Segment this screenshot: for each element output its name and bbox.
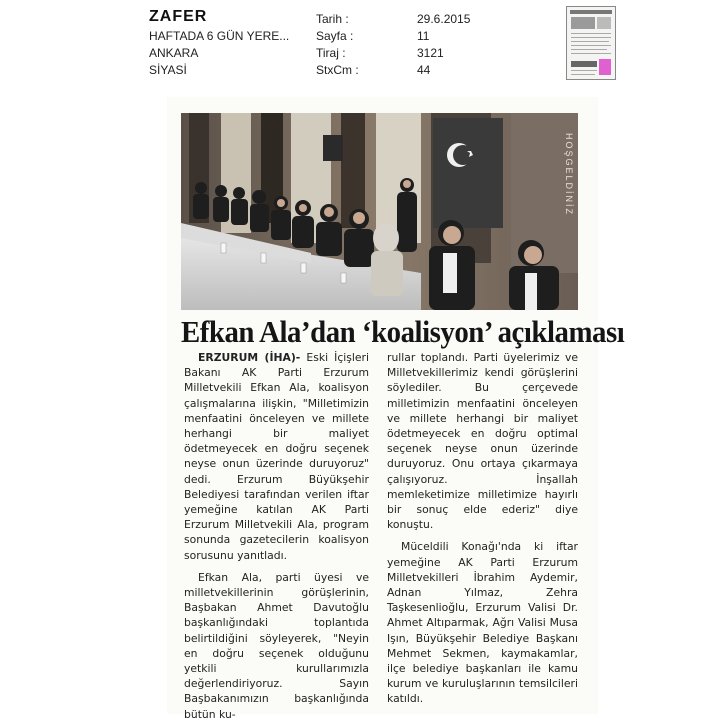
stxcm-label: StxCm : xyxy=(316,63,359,77)
page-label: Sayfa : xyxy=(316,29,354,43)
article-headline: Efkan Ala’dan ‘koalisyon’ açıklaması xyxy=(181,314,625,349)
circulation-label: Tiraj : xyxy=(316,46,346,60)
frequency-label: HAFTADA 6 GÜN YERE... xyxy=(149,29,290,43)
article-dateline: ERZURUM (İHA)- xyxy=(198,351,301,364)
publication-name: ZAFER xyxy=(149,8,208,25)
stxcm-value: 44 xyxy=(417,63,431,77)
article-paragraph: Efkan Ala, parti üyesi ve milletvekillerinin görüşlerinin, Başbakan Ahmet Davutoğlu başkanlığındaki toplantıda belirtildiğini söyleyerek, "Neyin en doğru seçenek olduğunu yetkili kurullarımızla değerlendiriyoruz. Sayın Başbakanımızın başkanlığında bütün ku- xyxy=(184,570,369,721)
circulation-value: 3121 xyxy=(417,46,444,60)
page-value: 11 xyxy=(417,29,430,43)
article-column-right xyxy=(387,350,578,707)
article-photo xyxy=(181,113,578,310)
article-paragraph: rullar toplandı. Parti üyelerimiz ve Milletvekillerimiz kendi görüşlerini söylediler. Bu çerçevede milletimizin menfaatini önceleyen ve millete herhangi bir maliyet ödetmeyecek en doğru optimal seçenek neyse onun üzerinde duruyoruz. Onu ortaya çıkarmaya çalışıyoruz. İnşallah memleketimize milletimize hayırlı bir sonuç elde ederiz" diye konuştu. xyxy=(387,351,578,532)
date-value: 29.6.2015 xyxy=(417,12,471,26)
city-label: ANKARA xyxy=(149,46,199,60)
article-paragraph: Müceldili Konağı'nda ki iftar yemeğine AK Parti Erzurum Milletvekilleri İbrahim Aydemir, Adnan Yılmaz, Zehra Taşkesenlioğlu, Erzurum Valisi Dr. Ahmet Altıparmak, Ağrı Valisi Musa Işın, Büyükşehir Belediye Başkanı Mehmet Sekmen, kaymakamlar, ilçe belediye başkanları ile kamu kurum ve kuruluşlarının temsilcileri katıldı. xyxy=(387,540,578,706)
date-label: Tarih : xyxy=(316,12,349,26)
category-label: SİYASİ xyxy=(149,63,187,77)
page-thumbnail[interactable] xyxy=(566,6,616,80)
welcome-banner-text: HOŞGELDİNİZ xyxy=(564,133,574,217)
article-paragraph: Eski İçişleri Bakanı AK Parti Erzurum Milletvekili Efkan Ala, koalisyon çalışmalarına ilişkin, "Milletimizin menfaatini önceleyen ve millete herhangi bir maliyet ödetmeyecek en doğru seçenek neyse onun üzerinde duruyoruz" dedi. Erzurum Büyükşehir Belediyesi tarafından verilen iftar yemeğine katılan AK Parti Erzurum Milletvekili Ala, program sonunda gazetecilerin koalisyon sorusunu yanıtladı. xyxy=(184,351,369,562)
article-column-left xyxy=(184,350,369,722)
